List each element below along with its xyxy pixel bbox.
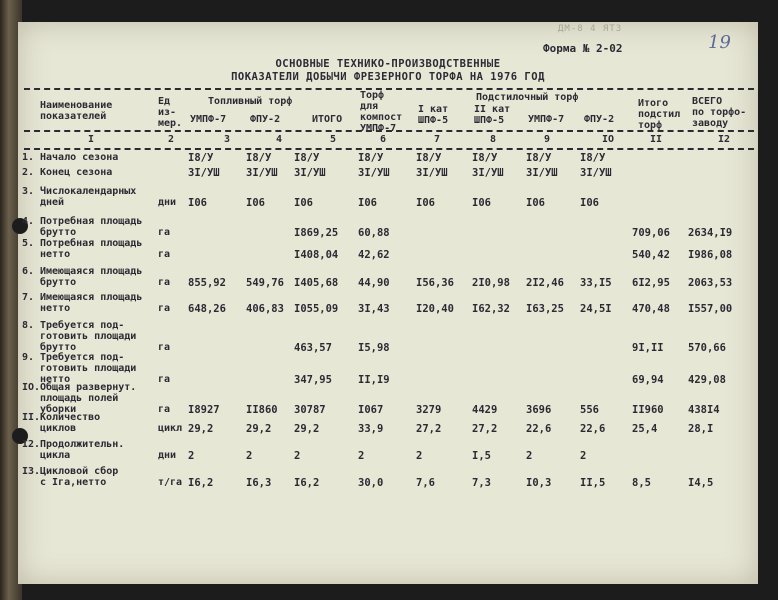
table-cell: 2I0,98 bbox=[472, 277, 510, 289]
column-number: 8 bbox=[490, 134, 497, 145]
table-cell: I408,04 bbox=[294, 249, 339, 261]
header-group-bedding: Подстилочный торф bbox=[476, 92, 579, 103]
column-number: 5 bbox=[330, 134, 337, 145]
table-cell: 470,48 bbox=[632, 303, 670, 315]
table-cell: I055,09 bbox=[294, 303, 339, 315]
table-cell: 8,5 bbox=[632, 477, 651, 489]
row-unit: га bbox=[158, 404, 171, 415]
table-cell: 3279 bbox=[416, 404, 442, 416]
table-cell: I,5 bbox=[472, 450, 491, 462]
table-cell: 28,I bbox=[688, 423, 714, 435]
header-group-fuel: Топливный торф bbox=[208, 96, 293, 107]
table-cell: I0,3 bbox=[526, 477, 552, 489]
row-unit: га bbox=[158, 374, 171, 385]
table-cell: I067 bbox=[358, 404, 384, 416]
column-number: 7 bbox=[434, 134, 441, 145]
table-cell: I8/У bbox=[246, 152, 272, 164]
header-itogo: ИТОГО bbox=[312, 114, 343, 125]
column-number: 3 bbox=[224, 134, 231, 145]
table-cell: 44,90 bbox=[358, 277, 390, 289]
row-unit: т/га bbox=[158, 477, 183, 488]
table-cell: 3I/УШ bbox=[416, 167, 448, 179]
table-cell: 3I/УШ bbox=[358, 167, 390, 179]
row-number: 9. bbox=[22, 352, 35, 363]
table-cell: II960 bbox=[632, 404, 664, 416]
table-cell: 29,2 bbox=[294, 423, 320, 435]
table-cell: 33,I5 bbox=[580, 277, 612, 289]
row-label: Цикловой сбор с Iга,нетто bbox=[40, 466, 119, 488]
table-cell: 3I/УШ bbox=[526, 167, 558, 179]
table-cell: I62,32 bbox=[472, 303, 510, 315]
table-cell: 3I/УШ bbox=[580, 167, 612, 179]
table-cell: 27,2 bbox=[472, 423, 498, 435]
row-label: Конец сезона bbox=[40, 167, 113, 178]
table-cell: 2I2,46 bbox=[526, 277, 564, 289]
table-cell: 27,2 bbox=[416, 423, 442, 435]
table-cell: 3I/УШ bbox=[472, 167, 504, 179]
table-cell: 556 bbox=[580, 404, 599, 416]
table-cell: I8/У bbox=[580, 152, 606, 164]
row-label: Имеющаяся площадь нетто bbox=[40, 292, 143, 314]
document-page bbox=[18, 22, 758, 584]
row-number: IO. bbox=[22, 382, 41, 393]
header-unit: Ед из- мер. bbox=[158, 96, 183, 129]
table-cell: I06 bbox=[416, 197, 435, 209]
table-cell: I06 bbox=[188, 197, 207, 209]
table-cell: 2 bbox=[580, 450, 587, 462]
row-number: 6. bbox=[22, 266, 35, 277]
table-cell: 6I2,95 bbox=[632, 277, 670, 289]
table-cell: 2 bbox=[358, 450, 365, 462]
table-cell: I6,3 bbox=[246, 477, 272, 489]
table-cell: 549,76 bbox=[246, 277, 284, 289]
table-cell: I8927 bbox=[188, 404, 220, 416]
table-cell: 30,0 bbox=[358, 477, 384, 489]
table-cell: I06 bbox=[580, 197, 599, 209]
row-label: Требуется под- готовить площади нетто bbox=[40, 352, 137, 385]
row-label: Требуется под- готовить площади брутто bbox=[40, 320, 137, 353]
header-compost: Торф для компост УМПФ-7 bbox=[360, 90, 403, 134]
row-number: 1. bbox=[22, 152, 35, 163]
table-cell: 2 bbox=[416, 450, 423, 462]
column-number: 9 bbox=[544, 134, 551, 145]
table-cell: I06 bbox=[246, 197, 265, 209]
table-cell: 7,6 bbox=[416, 477, 435, 489]
column-number: I2 bbox=[718, 134, 731, 145]
row-number: 5. bbox=[22, 238, 35, 249]
row-label: Числокалендарных дней bbox=[40, 186, 137, 208]
table-cell: 463,57 bbox=[294, 342, 332, 354]
table-cell: 30787 bbox=[294, 404, 326, 416]
header-shpf5-cat1: I кат ШПФ-5 bbox=[418, 104, 449, 126]
table-cell: 24,5I bbox=[580, 303, 612, 315]
table-cell: I986,08 bbox=[688, 249, 733, 261]
row-unit: дни bbox=[158, 450, 177, 461]
table-cell: I56,36 bbox=[416, 277, 454, 289]
table-cell: 570,66 bbox=[688, 342, 726, 354]
row-unit: дни bbox=[158, 197, 177, 208]
row-number: II. bbox=[22, 412, 41, 423]
table-cell: 2 bbox=[294, 450, 301, 462]
header-vsego: ВСЕГО по торфо- заводу bbox=[692, 96, 747, 129]
row-unit: цикл bbox=[158, 423, 183, 434]
form-number: Форма № 2-02 bbox=[543, 42, 623, 55]
table-cell: 2 bbox=[526, 450, 533, 462]
column-number: 4 bbox=[276, 134, 283, 145]
table-cell: 3I/УШ bbox=[188, 167, 220, 179]
table-cell: 3I,43 bbox=[358, 303, 390, 315]
row-unit: га bbox=[158, 227, 171, 238]
row-number: 7. bbox=[22, 292, 35, 303]
header-umpf7-bedding: УМПФ-7 bbox=[528, 114, 565, 125]
column-numbers-rule bbox=[24, 148, 754, 150]
table-cell: 438I4 bbox=[688, 404, 720, 416]
table-cell: I869,25 bbox=[294, 227, 339, 239]
table-cell: 2 bbox=[188, 450, 195, 462]
table-cell: I6,2 bbox=[294, 477, 320, 489]
table-cell: I8/У bbox=[358, 152, 384, 164]
table-cell: II,5 bbox=[580, 477, 606, 489]
table-cell: 2063,53 bbox=[688, 277, 733, 289]
header-fpu2-bedding: ФПУ-2 bbox=[584, 114, 615, 125]
document-title-line2: ПОКАЗАТЕЛИ ДОБЫЧИ ФРЕЗЕРНОГО ТОРФА НА 1976 ГОД bbox=[231, 71, 545, 83]
row-label: Потребная площадь брутто bbox=[40, 216, 143, 238]
row-number: I3. bbox=[22, 466, 41, 477]
archive-stamp: ДМ-8 4 ЯТЗ bbox=[558, 24, 623, 34]
row-label: Продолжительн. цикла bbox=[40, 439, 125, 461]
table-cell: 2 bbox=[246, 450, 253, 462]
header-itogo-podstil: Итого подстил торф bbox=[638, 98, 681, 131]
row-label: Начало сезона bbox=[40, 152, 119, 163]
row-number: 3. bbox=[22, 186, 35, 197]
table-cell: 709,06 bbox=[632, 227, 670, 239]
row-number: 2. bbox=[22, 167, 35, 178]
row-label: Потребная площадь нетто bbox=[40, 238, 143, 260]
table-cell: 855,92 bbox=[188, 277, 226, 289]
header-fpu2: ФПУ-2 bbox=[250, 114, 281, 125]
header-shpf5-cat2: II кат ШПФ-5 bbox=[474, 104, 511, 126]
table-cell: 4429 bbox=[472, 404, 498, 416]
column-number: IO bbox=[602, 134, 615, 145]
row-number: 4. bbox=[22, 216, 35, 227]
table-cell: 22,6 bbox=[526, 423, 552, 435]
row-unit: га bbox=[158, 303, 171, 314]
column-number: 6 bbox=[380, 134, 387, 145]
row-unit: га bbox=[158, 277, 171, 288]
row-unit: га bbox=[158, 249, 171, 260]
document-title-line1: ОСНОВНЫЕ ТЕХНИКО-ПРОИЗВОДСТВЕННЫЕ bbox=[275, 58, 501, 70]
table-cell: 648,26 bbox=[188, 303, 226, 315]
table-cell: 3I/УШ bbox=[294, 167, 326, 179]
table-cell: I20,40 bbox=[416, 303, 454, 315]
table-cell: I8/У bbox=[188, 152, 214, 164]
table-cell: I63,25 bbox=[526, 303, 564, 315]
header-name: Наименование показателей bbox=[40, 100, 113, 122]
column-number: 2 bbox=[168, 134, 175, 145]
table-cell: I06 bbox=[526, 197, 545, 209]
table-cell: 29,2 bbox=[188, 423, 214, 435]
column-number: I bbox=[88, 134, 95, 145]
row-label: Количество циклов bbox=[40, 412, 101, 434]
table-cell: 25,4 bbox=[632, 423, 658, 435]
table-cell: 29,2 bbox=[246, 423, 272, 435]
table-cell: I8/У bbox=[526, 152, 552, 164]
table-cell: 42,62 bbox=[358, 249, 390, 261]
table-cell: I6,2 bbox=[188, 477, 214, 489]
table-cell: 406,83 bbox=[246, 303, 284, 315]
table-cell: 347,95 bbox=[294, 374, 332, 386]
table-cell: I06 bbox=[294, 197, 313, 209]
table-cell: I8/У bbox=[294, 152, 320, 164]
page-number: 19 bbox=[708, 32, 731, 53]
row-unit: га bbox=[158, 342, 171, 353]
row-number: I2. bbox=[22, 439, 41, 450]
table-cell: I557,00 bbox=[688, 303, 733, 315]
table-cell: 22,6 bbox=[580, 423, 606, 435]
table-cell: I06 bbox=[472, 197, 491, 209]
table-cell: 3696 bbox=[526, 404, 552, 416]
header-rule bbox=[24, 130, 754, 132]
table-cell: I06 bbox=[358, 197, 377, 209]
table-cell: 7,3 bbox=[472, 477, 491, 489]
table-cell: 33,9 bbox=[358, 423, 384, 435]
table-cell: 540,42 bbox=[632, 249, 670, 261]
table-cell: I4,5 bbox=[688, 477, 714, 489]
table-cell: 3I/УШ bbox=[246, 167, 278, 179]
table-cell: I5,98 bbox=[358, 342, 390, 354]
table-cell: 429,08 bbox=[688, 374, 726, 386]
table-cell: 60,88 bbox=[358, 227, 390, 239]
table-cell: 69,94 bbox=[632, 374, 664, 386]
row-number: 8. bbox=[22, 320, 35, 331]
table-cell: II860 bbox=[246, 404, 278, 416]
table-cell: 9I,II bbox=[632, 342, 664, 354]
column-number: II bbox=[650, 134, 663, 145]
table-cell: I405,68 bbox=[294, 277, 339, 289]
table-cell: 2634,I9 bbox=[688, 227, 733, 239]
table-cell: I8/У bbox=[472, 152, 498, 164]
row-label: Имеющаяся площадь брутто bbox=[40, 266, 143, 288]
header-umpf7: УМПФ-7 bbox=[190, 114, 227, 125]
table-cell: II,I9 bbox=[358, 374, 390, 386]
row-label: Общая развернут. площадь полей уборки bbox=[40, 382, 137, 415]
table-cell: I8/У bbox=[416, 152, 442, 164]
